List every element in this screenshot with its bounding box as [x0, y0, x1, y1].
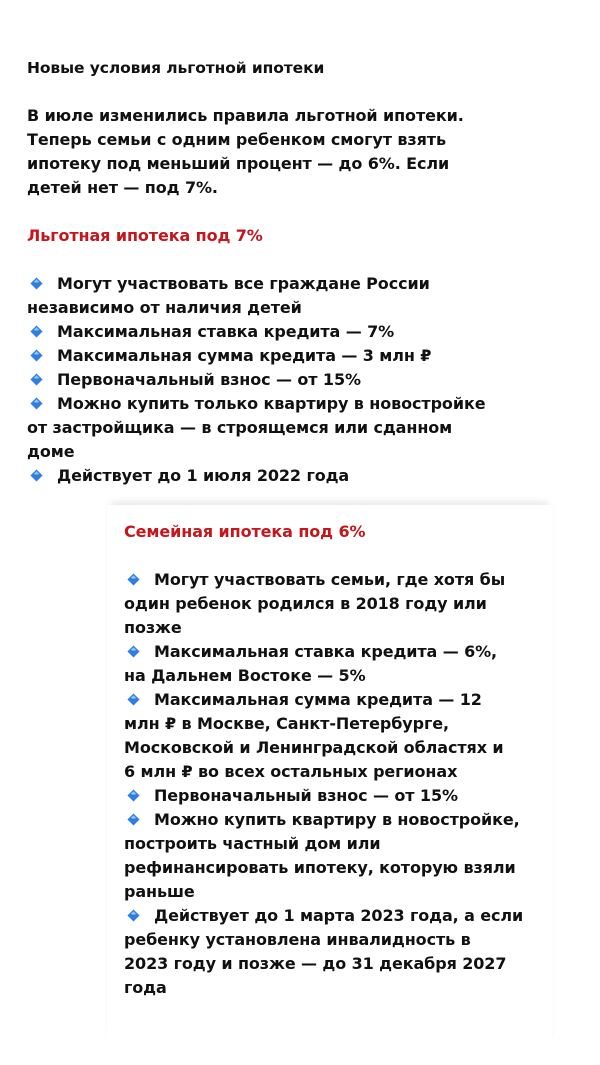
- list-item-text: Максимальная ставка кредита — 6%,: [154, 642, 498, 661]
- list-item-first-line: [27, 344, 587, 368]
- list-item: [27, 464, 587, 488]
- list-item-continuation: ребенку установлена инвалидность в: [124, 930, 471, 949]
- list-item-text: Могут участвовать все граждане России: [57, 274, 430, 293]
- section-6-list: [124, 568, 564, 1000]
- intro-line: В июле изменились правила льготной ипотеки.: [27, 106, 464, 125]
- intro-line: детей нет — под 7%.: [27, 178, 218, 197]
- list-item-continuation: млн ₽ в Москве, Санкт-Петербурге,: [124, 714, 449, 733]
- intro-and-section-7: [27, 56, 587, 488]
- list-item-continuation: от застройщика — в строящемся или сданном: [27, 418, 453, 437]
- small-blue-diamond-icon: [127, 909, 140, 922]
- section-6: [124, 520, 564, 1000]
- list-item-continuation: рефинансировать ипотеку, которую взяли: [124, 858, 516, 877]
- small-blue-diamond-icon: [30, 397, 43, 410]
- list-item-text: Могут участвовать семьи, где хотя бы: [154, 570, 506, 589]
- list-item-first-line: [27, 464, 587, 488]
- list-item-text: Можно купить квартиру в новостройке,: [154, 810, 520, 829]
- small-blue-diamond-icon: [30, 325, 43, 338]
- list-item-first-line: [124, 808, 564, 832]
- list-item-first-line: [124, 904, 564, 928]
- small-blue-diamond-icon: [127, 789, 140, 802]
- small-blue-diamond-icon: [127, 573, 140, 586]
- list-item: [27, 392, 587, 464]
- small-blue-diamond-icon: [127, 645, 140, 658]
- list-item: [124, 568, 564, 640]
- intro-line: Теперь семьи с одним ребенком смогут взять: [27, 130, 446, 149]
- list-item-continuation: один ребенок родился в 2018 году или: [124, 594, 487, 613]
- list-item-continuation: 2023 году и позже — до 31 декабря 2027: [124, 954, 507, 973]
- list-item-text: Первоначальный взнос — от 15%: [154, 786, 458, 805]
- list-item-continuation: года: [124, 978, 167, 997]
- list-item-text: Действует до 1 марта 2023 года, а если: [154, 906, 524, 925]
- list-item: [27, 320, 587, 344]
- list-item-continuation: построить частный дом или: [124, 834, 381, 853]
- list-item: [124, 688, 564, 784]
- list-item-continuation: независимо от наличия детей: [27, 298, 302, 317]
- list-item-text: Действует до 1 июля 2022 года: [57, 466, 350, 485]
- section-7-list: [27, 272, 587, 488]
- intro-line: ипотеку под меньший процент — до 6%. Если: [27, 154, 450, 173]
- list-item-continuation: раньше: [124, 882, 195, 901]
- list-item-continuation: доме: [27, 442, 75, 461]
- list-item-continuation: Московской и Ленинградской областях и: [124, 738, 504, 757]
- list-item: [27, 272, 587, 320]
- list-item-continuation: позже: [124, 618, 182, 637]
- small-blue-diamond-icon: [127, 813, 140, 826]
- small-blue-diamond-icon: [30, 469, 43, 482]
- list-item-text: Максимальная сумма кредита — 3 млн ₽: [57, 346, 432, 365]
- section-6-heading: Семейная ипотека под 6%: [124, 522, 366, 541]
- list-item: [27, 344, 587, 368]
- list-item: [124, 784, 564, 808]
- list-item-continuation: на Дальнем Востоке — 5%: [124, 666, 366, 685]
- list-item: [27, 368, 587, 392]
- list-item-first-line: [27, 320, 587, 344]
- article-title: Новые условия льготной ипотеки: [27, 59, 325, 77]
- intro-paragraph: [27, 104, 587, 200]
- small-blue-diamond-icon: [127, 693, 140, 706]
- small-blue-diamond-icon: [30, 373, 43, 386]
- list-item-first-line: [124, 784, 564, 808]
- list-item-first-line: [124, 688, 564, 712]
- list-item-text: Максимальная сумма кредита — 12: [154, 690, 482, 709]
- list-item-text: Максимальная ставка кредита — 7%: [57, 322, 395, 341]
- list-item-text: Первоначальный взнос — от 15%: [57, 370, 361, 389]
- small-blue-diamond-icon: [30, 349, 43, 362]
- list-item-first-line: [124, 568, 564, 592]
- section-7-heading: Льготная ипотека под 7%: [27, 226, 263, 245]
- list-item-first-line: [27, 368, 587, 392]
- list-item: [124, 640, 564, 688]
- list-item-first-line: [27, 392, 587, 416]
- list-item-continuation: 6 млн ₽ во всех остальных регионах: [124, 762, 458, 781]
- list-item: [124, 808, 564, 904]
- list-item: [124, 904, 564, 1000]
- list-item-first-line: [124, 640, 564, 664]
- small-blue-diamond-icon: [30, 277, 43, 290]
- list-item-text: Можно купить только квартиру в новостройке: [57, 394, 486, 413]
- list-item-first-line: [27, 272, 587, 296]
